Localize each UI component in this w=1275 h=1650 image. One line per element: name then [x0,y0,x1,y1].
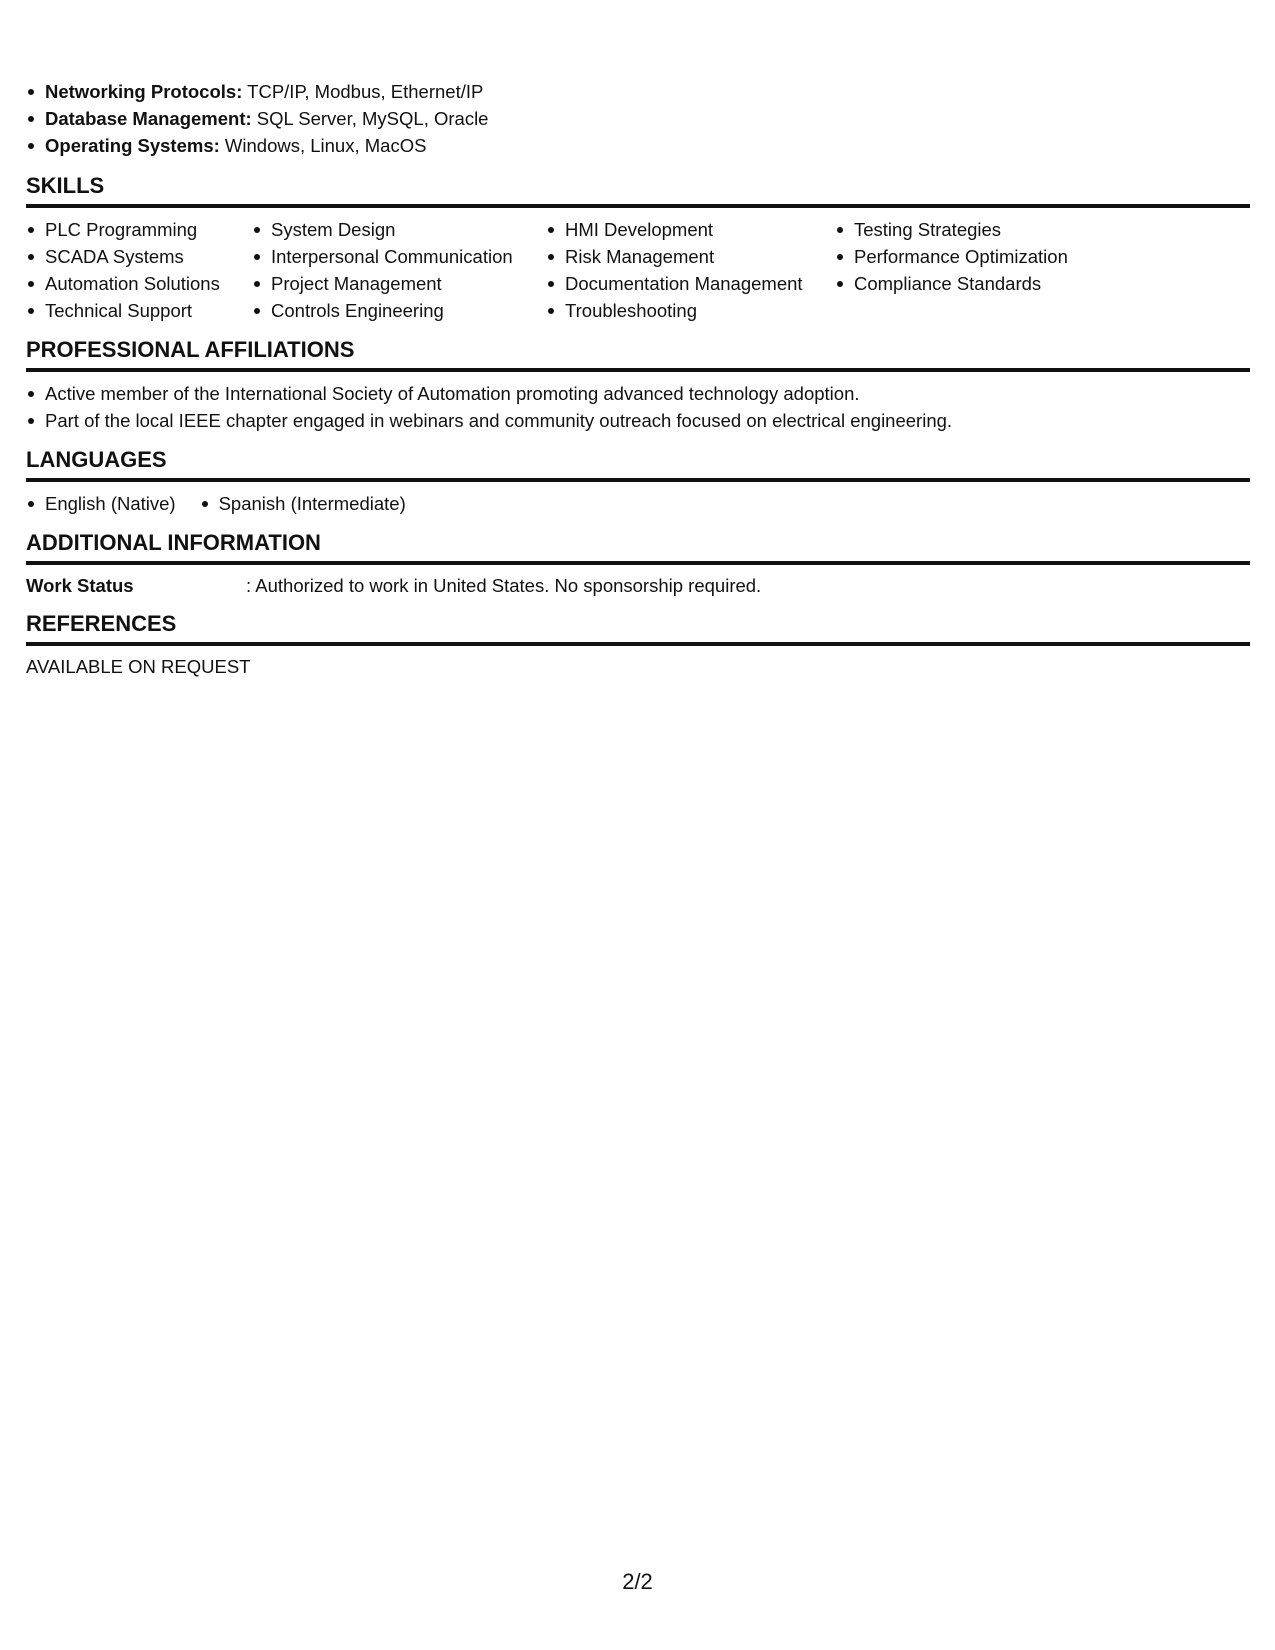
section-title: LANGUAGES [26,447,167,472]
list-item [26,105,1250,132]
technical-list [26,78,1250,159]
references-text: AVAILABLE ON REQUEST [26,656,251,677]
skills-column [835,216,1135,324]
section-title: SKILLS [26,173,105,198]
skill-item: PLC Programming [26,216,252,243]
section-title: ADDITIONAL INFORMATION [26,530,321,555]
affiliations-list [26,380,1250,434]
tech-value: Windows, Linux, MacOS [224,135,427,156]
skills-column [546,216,835,324]
section-title: PROFESSIONAL AFFILIATIONS [26,337,355,362]
skill-item: Troubleshooting [546,297,835,324]
tech-label: Database Management: [45,108,252,129]
tech-label: Operating Systems: [45,135,220,156]
affiliations-section [26,337,1250,434]
list-item [26,78,1250,105]
languages-section [26,447,1250,517]
skill-item: Technical Support [26,297,252,324]
affiliation-item: Active member of the International Society of Automation promoting advanced technology adoption. [26,380,1250,407]
languages-list [26,490,1250,517]
skill-item: SCADA Systems [26,243,252,270]
skill-item: Automation Solutions [26,270,252,297]
references-section [26,611,1250,680]
additional-info-section [26,530,1250,599]
section-divider [26,561,1250,565]
skill-item: HMI Development [546,216,835,243]
page-number: 2/2 [622,1569,653,1594]
language-item: English (Native) [26,490,176,517]
skill-item: Documentation Management [546,270,835,297]
section-divider [26,642,1250,646]
skill-item: Interpersonal Communication [252,243,546,270]
skill-item: System Design [252,216,546,243]
section-divider [26,478,1250,482]
work-status-value: : Authorized to work in United States. No sponsorship required. [246,575,762,596]
section-divider [26,204,1250,208]
skills-grid [26,216,1250,324]
tech-label: Networking Protocols: [45,81,243,102]
list-item [26,132,1250,159]
language-item: Spanish (Intermediate) [200,490,406,517]
skill-item: Performance Optimization [835,243,1135,270]
section-divider [26,368,1250,372]
skills-section [26,173,1250,324]
work-status-row [26,573,1250,599]
affiliation-item: Part of the local IEEE chapter engaged in webinars and community outreach focused on electrical engineering. [26,407,1250,434]
skill-item: Project Management [252,270,546,297]
skill-item: Risk Management [546,243,835,270]
skills-column [252,216,546,324]
skills-column [26,216,252,324]
tech-value: SQL Server, MySQL, Oracle [256,108,489,129]
tech-value: TCP/IP, Modbus, Ethernet/IP [247,81,484,102]
skill-item: Testing Strategies [835,216,1135,243]
skill-item: Controls Engineering [252,297,546,324]
resume-page [26,78,1250,680]
section-title: REFERENCES [26,611,177,636]
skill-item: Compliance Standards [835,270,1135,297]
work-status-label: Work Status [26,575,134,596]
